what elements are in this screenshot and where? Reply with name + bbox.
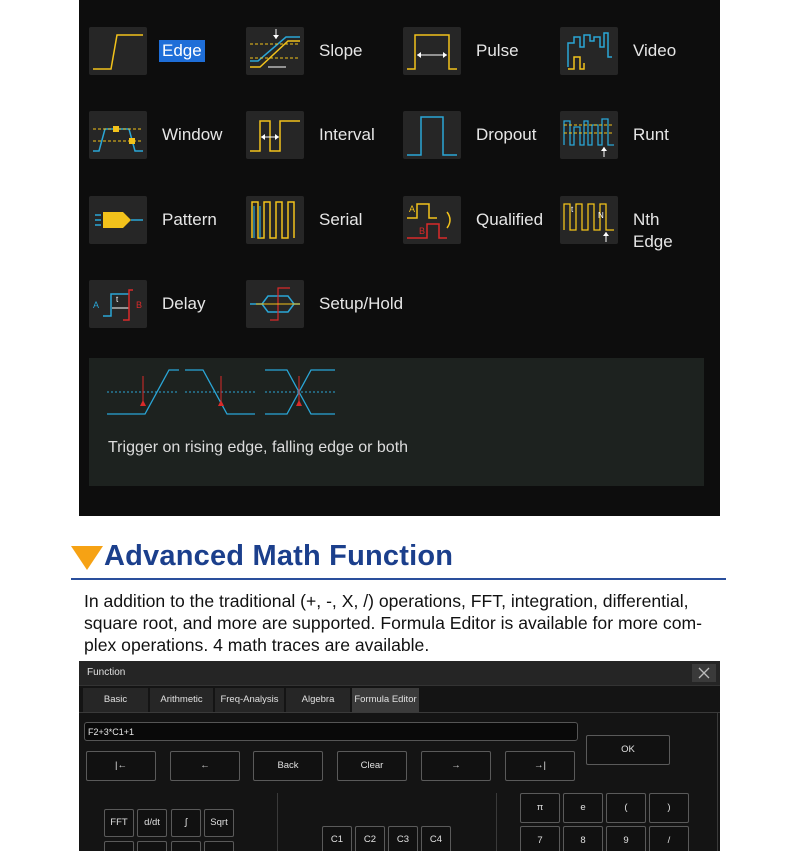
key-close-paren[interactable]: ) [649, 793, 689, 823]
paragraph-line: plex operations. 4 math traces are available. [84, 635, 430, 655]
trigger-label: Pattern [162, 210, 217, 229]
channel-c4-button[interactable]: C4 [421, 826, 451, 851]
trigger-label: Video [633, 41, 677, 60]
trigger-label: Interval [319, 125, 375, 144]
function-button-row2[interactable] [104, 841, 134, 851]
runt-trigger-icon [560, 111, 618, 159]
key-pi[interactable]: π [520, 793, 560, 823]
trigger-label: Dropout [476, 125, 537, 144]
trigger-option-edge[interactable] [79, 27, 229, 75]
svg-text:t: t [116, 295, 119, 304]
cursor-left-button[interactable]: ← [170, 751, 240, 781]
key-divide[interactable]: / [649, 826, 689, 851]
dialog-scrollbar [717, 713, 718, 851]
trigger-type-panel [79, 0, 720, 516]
panel-divider [496, 793, 497, 851]
qualified-trigger-icon [403, 196, 461, 244]
tab-formula-editor[interactable]: Formula Editor [352, 688, 419, 712]
trigger-description: Trigger on rising edge, falling edge or both [108, 439, 409, 456]
trigger-label: Edge [159, 40, 205, 62]
trigger-label: Delay [162, 294, 206, 313]
integral-button[interactable]: ∫ [171, 809, 201, 837]
section-paragraph [84, 590, 724, 656]
trigger-option-nth-edge[interactable] [550, 196, 700, 251]
trigger-option-serial[interactable] [236, 196, 386, 244]
backspace-button[interactable]: Back [253, 751, 323, 781]
key-7[interactable]: 7 [520, 826, 560, 851]
channel-c1-button[interactable]: C1 [322, 826, 352, 851]
triangle-bullet-icon [71, 546, 103, 570]
key-9[interactable]: 9 [606, 826, 646, 851]
trigger-label: Nth Edge [633, 210, 673, 251]
trigger-option-interval[interactable] [236, 111, 386, 159]
setup-hold-trigger-icon [246, 280, 304, 328]
dropout-trigger-icon [403, 111, 461, 159]
ok-button[interactable]: OK [586, 735, 670, 765]
trigger-label: Window [162, 125, 223, 144]
svg-text:N: N [598, 211, 604, 220]
channel-c2-button[interactable]: C2 [355, 826, 385, 851]
close-icon [698, 667, 710, 679]
trigger-option-window[interactable] [79, 111, 229, 159]
section-title: Advanced Math Function [104, 540, 454, 572]
function-dialog [79, 661, 720, 851]
trigger-option-pattern[interactable] [79, 196, 229, 244]
clear-button[interactable]: Clear [337, 751, 407, 781]
serial-trigger-icon [246, 196, 304, 244]
section-heading [71, 540, 726, 580]
cursor-right-button[interactable]: → [421, 751, 491, 781]
channel-c3-button[interactable]: C3 [388, 826, 418, 851]
trigger-option-dropout[interactable] [393, 111, 543, 159]
tab-algebra[interactable]: Algebra [286, 688, 350, 712]
tab-divider [79, 712, 720, 713]
delay-trigger-icon [89, 280, 147, 328]
trigger-label: Setup/Hold [319, 294, 404, 313]
trigger-option-video[interactable] [550, 27, 700, 75]
paragraph-line: In addition to the traditional (+, -, X, /) operations, FFT, integration, differential, [84, 591, 689, 611]
pattern-trigger-icon [89, 196, 147, 244]
svg-text:B: B [419, 226, 426, 236]
panel-divider [277, 793, 278, 851]
trigger-option-setup-hold[interactable] [236, 280, 404, 328]
tab-basic[interactable]: Basic [83, 688, 148, 712]
function-button-row2[interactable] [137, 841, 167, 851]
formula-input[interactable] [84, 722, 578, 741]
sqrt-button[interactable]: Sqrt [204, 809, 234, 837]
close-button[interactable] [692, 664, 716, 682]
svg-text:A: A [93, 300, 100, 310]
trigger-label: Slope [319, 41, 363, 60]
dialog-title: Function [87, 667, 126, 678]
pulse-trigger-icon [403, 27, 461, 75]
fft-button[interactable]: FFT [104, 809, 134, 837]
dialog-titlebar [79, 661, 720, 686]
window-trigger-icon [89, 111, 147, 159]
key-open-paren[interactable]: ( [606, 793, 646, 823]
trigger-option-delay[interactable] [79, 280, 229, 328]
paragraph-line: square root, and more are supported. Formula Editor is available for more com- [84, 613, 703, 633]
tab-arithmetic[interactable]: Arithmetic [150, 688, 213, 712]
function-button-row2[interactable] [171, 841, 201, 851]
svg-text:B: B [136, 300, 143, 310]
key-8[interactable]: 8 [563, 826, 603, 851]
trigger-option-pulse[interactable] [393, 27, 543, 75]
edge-trigger-icon [89, 27, 147, 75]
trigger-label: Qualified [476, 210, 544, 229]
key-e[interactable]: e [563, 793, 603, 823]
video-trigger-icon [560, 27, 618, 75]
trigger-label: Pulse [476, 41, 519, 60]
slope-trigger-icon [246, 27, 304, 75]
svg-text:t: t [571, 205, 574, 214]
trigger-option-runt[interactable] [550, 111, 700, 159]
trigger-label: Runt [633, 125, 669, 144]
trigger-description-panel [89, 358, 704, 486]
edge-illustration-icon [107, 366, 342, 418]
tab-freq-analysis[interactable]: Freq-Analysis [215, 688, 284, 712]
svg-text:A: A [409, 204, 416, 214]
cursor-home-button[interactable]: |← [86, 751, 156, 781]
trigger-label: Serial [319, 210, 363, 229]
trigger-option-slope[interactable] [236, 27, 386, 75]
cursor-end-button[interactable]: →| [505, 751, 575, 781]
trigger-option-qualified[interactable] [393, 196, 543, 244]
derivative-button[interactable]: d/dt [137, 809, 167, 837]
function-button-row2[interactable] [204, 841, 234, 851]
interval-trigger-icon [246, 111, 304, 159]
nth-edge-trigger-icon [560, 196, 618, 244]
